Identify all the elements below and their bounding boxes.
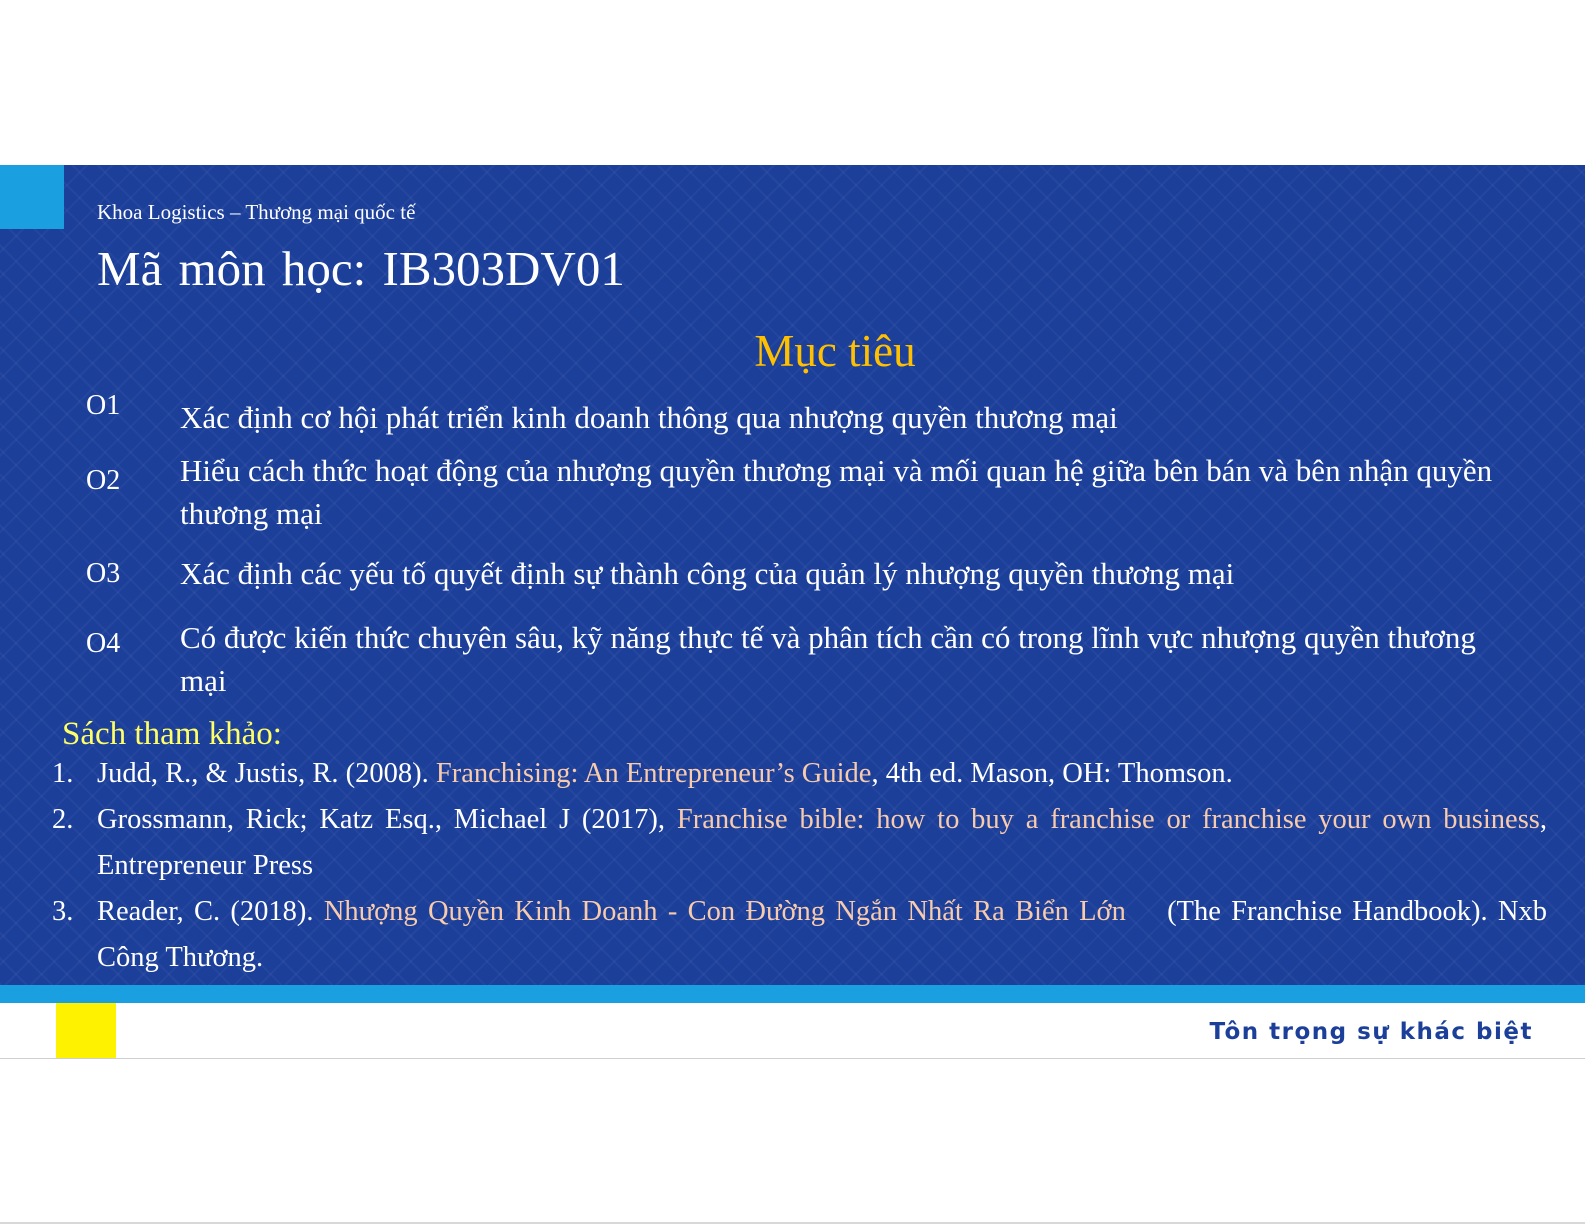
objectives-heading: Mục tiêu (754, 326, 916, 376)
reference-title: Franchising: An Entrepreneur’s Guide (435, 758, 872, 789)
objective-text-o3: Xác định các yếu tố quyết định sự thành công của quản lý nhượng quyền thương mại (180, 556, 1235, 591)
page-bottom-line (0, 1222, 1585, 1224)
corner-accent-square (0, 165, 64, 229)
reference-authors: Reader, C. (2018). (97, 896, 324, 927)
objective-text-o1: Xác định cơ hội phát triển kinh doanh thông qua nhượng quyền thương mại (180, 400, 1118, 435)
footer-divider (0, 1058, 1585, 1059)
objective-text-o2: Hiểu cách thức hoạt động của nhượng quyền thương mại và mối quan hệ giữa bên bán và bên nhận quyền thương mại (180, 453, 1493, 531)
bottom-accent-stripe (0, 985, 1585, 1003)
reference-number: 1. (52, 758, 74, 789)
reference-item-3 (52, 889, 1555, 981)
course-code-title: Mã môn học: IB303DV01 (97, 241, 625, 296)
reference-title: Franchise bible: how to buy a franchise or franchise your own business (676, 804, 1540, 835)
objective-code-o3: O3 (86, 558, 121, 589)
objective-code-o1: O1 (86, 390, 121, 421)
reference-publisher: , 4th ed. Mason, OH: Thomson. (871, 758, 1233, 789)
reference-publisher: (The Franchise Handbook). Nxb Công Thương. (97, 896, 1555, 973)
faculty-name: Khoa Logistics – Thương mại quốc tế (97, 200, 416, 224)
reference-item-2 (52, 797, 1547, 889)
reference-number: 2. (52, 804, 74, 835)
reference-authors: Judd, R., & Justis, R. (2008). (97, 758, 436, 789)
reference-authors: Grossmann, Rick; Katz Esq., Michael J (2017), (97, 804, 677, 835)
footer-yellow-square (56, 1003, 116, 1059)
reference-number: 3. (52, 896, 74, 927)
objective-code-o2: O2 (86, 465, 121, 496)
objective-text-o4: Có được kiến thức chuyên sâu, kỹ năng thực tế và phân tích cần có trong lĩnh vực nhượng quyền thương mại (180, 620, 1476, 698)
references-heading: Sách tham khảo: (62, 716, 282, 752)
reference-publisher: , Entrepreneur Press (97, 804, 1547, 881)
reference-title: Nhượng Quyền Kinh Doanh - Con Đường Ngắn Nhất Ra Biển Lớn (323, 896, 1126, 927)
objective-code-o4: O4 (86, 628, 121, 659)
footer-slogan: Tôn trọng sự khác biệt (1209, 1019, 1533, 1045)
reference-item-1 (52, 751, 1547, 797)
